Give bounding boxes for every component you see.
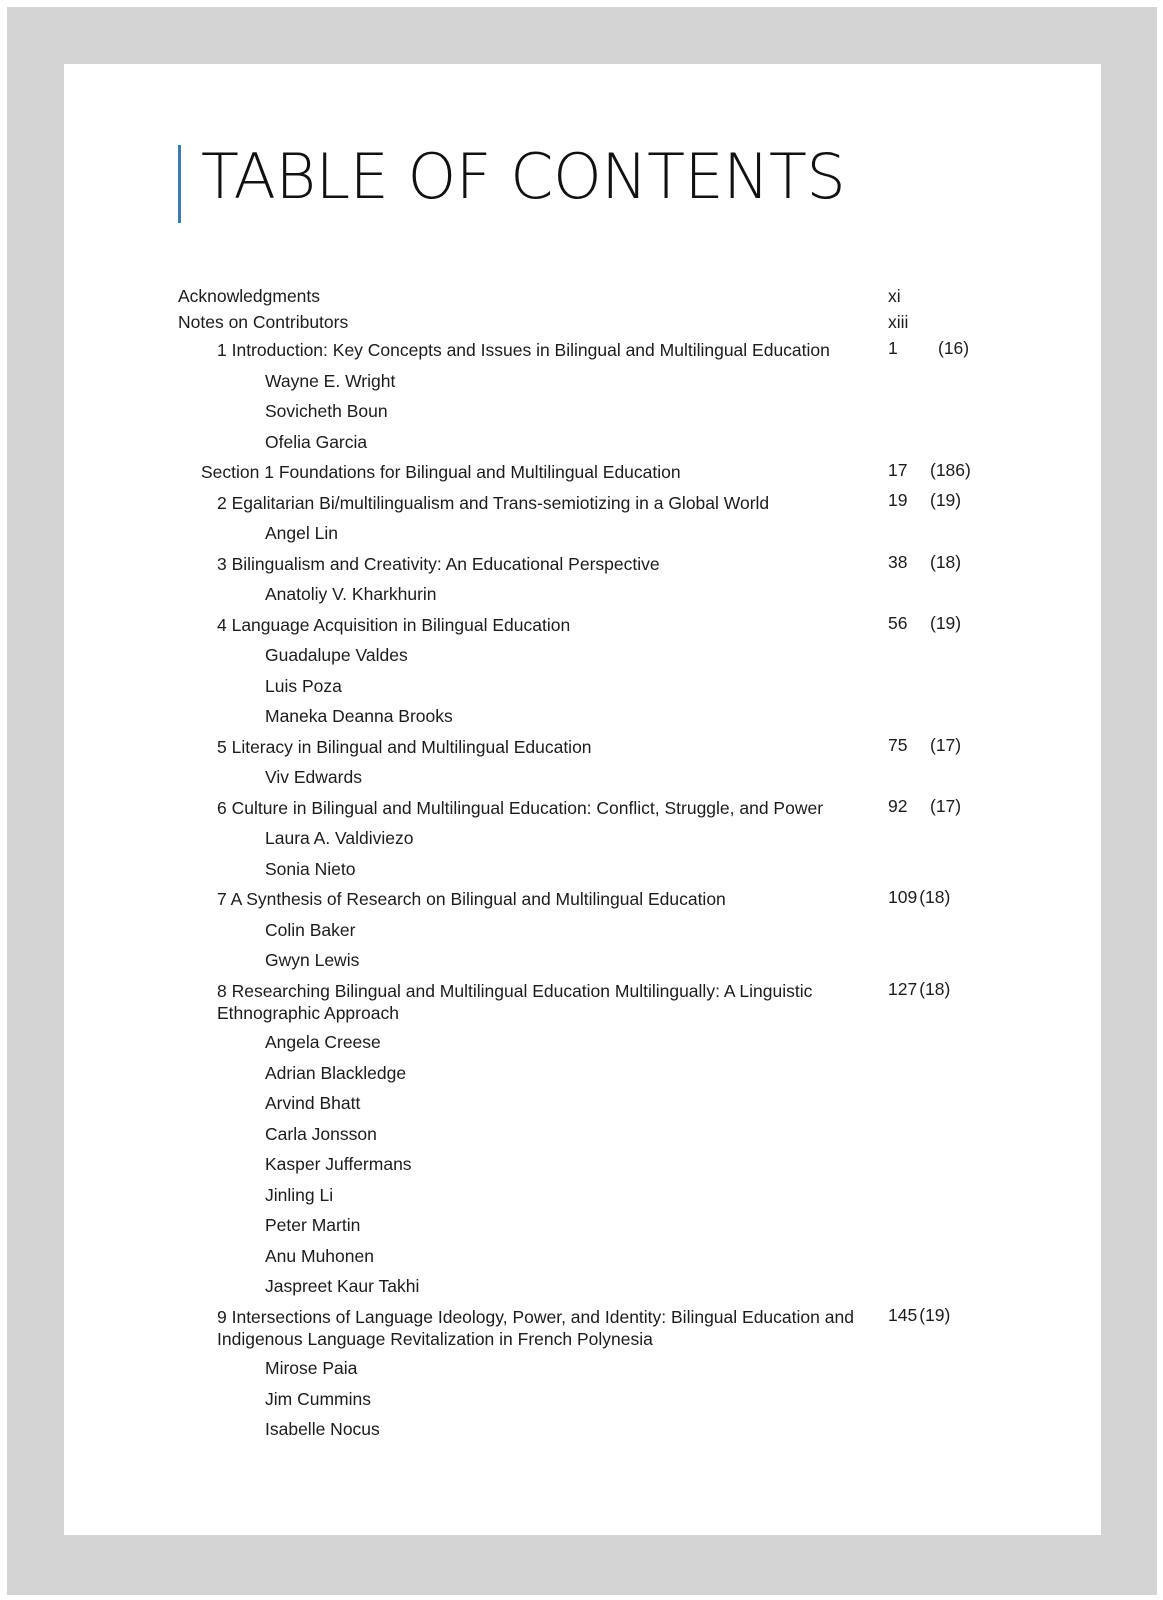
author-name: Guadalupe Valdes xyxy=(265,645,408,665)
title-accent-bar xyxy=(178,145,181,223)
toc-page-number xyxy=(888,459,978,481)
toc-entry-title: 6 Culture in Bilingual and Multilingual Education: Conflict, Struggle, and Power xyxy=(217,798,824,818)
toc-entry xyxy=(217,614,857,636)
start-page: xi xyxy=(888,286,901,306)
author-name: Laura A. Valdiviezo xyxy=(265,828,414,848)
author-name: Arvind Bhatt xyxy=(265,1093,361,1113)
toc-page-number xyxy=(888,978,978,1000)
start-page: 56 xyxy=(888,613,908,633)
toc-author xyxy=(265,522,865,544)
toc-author xyxy=(265,1214,865,1236)
toc-page-number xyxy=(888,612,978,634)
toc-page-number xyxy=(888,489,978,511)
page-count: (16) xyxy=(938,338,970,358)
start-page: 92 xyxy=(888,796,908,816)
author-name: Anatoliy V. Kharkhurin xyxy=(265,584,437,604)
toc-page-number xyxy=(888,551,978,573)
toc-entry-title: 1 Introduction: Key Concepts and Issues in Bilingual and Multilingual Education xyxy=(217,340,830,360)
author-name: Jaspreet Kaur Takhi xyxy=(265,1276,420,1296)
page-count: (19) xyxy=(919,1305,951,1325)
toc-page-number xyxy=(888,337,978,359)
author-name: Carla Jonsson xyxy=(265,1124,377,1144)
author-name: Viv Edwards xyxy=(265,767,362,787)
toc-author xyxy=(265,1062,865,1084)
author-name: Gwyn Lewis xyxy=(265,950,360,970)
toc-author xyxy=(265,431,865,453)
toc-author xyxy=(265,1123,865,1145)
author-name: Isabelle Nocus xyxy=(265,1419,380,1439)
toc-author xyxy=(265,583,865,605)
page-count: (18) xyxy=(930,552,962,572)
author-name: Kasper Juffermans xyxy=(265,1154,412,1174)
page-count: (18) xyxy=(919,887,951,907)
toc-author xyxy=(265,1388,865,1410)
toc-entry-title: 3 Bilingualism and Creativity: An Educational Perspective xyxy=(217,554,660,574)
author-name: Peter Martin xyxy=(265,1215,361,1235)
author-name: Sonia Nieto xyxy=(265,859,356,879)
author-name: Mirose Paia xyxy=(265,1358,358,1378)
author-name: Jim Cummins xyxy=(265,1389,371,1409)
author-name: Maneka Deanna Brooks xyxy=(265,706,453,726)
toc-page-number xyxy=(888,1304,978,1326)
toc-entry-title: 5 Literacy in Bilingual and Multilingual Education xyxy=(217,737,592,757)
toc-entry xyxy=(217,888,857,910)
toc-author xyxy=(265,1031,865,1053)
toc-entry-title: 8 Researching Bilingual and Multilingual Education Multilingually: A Linguistic Ethnographic Approach xyxy=(217,981,813,1023)
toc-entry xyxy=(217,736,857,758)
author-name: Jinling Li xyxy=(265,1185,334,1205)
page-count: (186) xyxy=(930,460,971,480)
author-name: Colin Baker xyxy=(265,920,356,940)
toc-entry-title: 9 Intersections of Language Ideology, Power, and Identity: Bilingual Education and Indigenous Language Revitalization in French Polynesia xyxy=(217,1307,854,1349)
start-page: 1 xyxy=(888,338,898,358)
start-page: 75 xyxy=(888,735,908,755)
start-page: 109 xyxy=(888,887,918,907)
toc-entry-title: Acknowledgments xyxy=(178,286,321,306)
author-name: Angel Lin xyxy=(265,523,338,543)
start-page: 19 xyxy=(888,490,908,510)
author-name: Wayne E. Wright xyxy=(265,371,396,391)
toc-page-number xyxy=(888,311,978,333)
toc-entry xyxy=(217,797,857,819)
start-page: 38 xyxy=(888,552,908,572)
toc-entry xyxy=(217,1306,857,1350)
toc-author xyxy=(265,919,865,941)
toc-author xyxy=(265,1357,865,1379)
start-page: 145 xyxy=(888,1305,918,1325)
page-count: (17) xyxy=(930,796,962,816)
toc-page-number xyxy=(888,886,978,908)
toc-entry-title: 7 A Synthesis of Research on Bilingual and Multilingual Education xyxy=(217,889,726,909)
page-count: (17) xyxy=(930,735,962,755)
toc-page-number xyxy=(888,734,978,756)
toc-entry-title: 2 Egalitarian Bi/multilingualism and Trans-semiotizing in a Global World xyxy=(217,493,770,513)
toc-entry xyxy=(178,285,868,307)
toc-entry xyxy=(178,311,868,333)
toc-author xyxy=(265,644,865,666)
toc-author xyxy=(265,705,865,727)
toc-page-number xyxy=(888,795,978,817)
author-name: Luis Poza xyxy=(265,676,342,696)
start-page: 127 xyxy=(888,979,918,999)
toc-author xyxy=(265,949,865,971)
toc-author xyxy=(265,1275,865,1297)
toc-author xyxy=(265,675,865,697)
page-title: TABLE OF CONTENTS xyxy=(201,140,846,213)
page-count: (19) xyxy=(930,613,962,633)
toc-page-number xyxy=(888,285,978,307)
start-page: xiii xyxy=(888,312,909,332)
toc-author xyxy=(265,370,865,392)
author-name: Ofelia Garcia xyxy=(265,432,368,452)
toc-entry xyxy=(217,553,857,575)
author-name: Anu Muhonen xyxy=(265,1246,374,1266)
toc-entry-title: Section 1 Foundations for Bilingual and Multilingual Education xyxy=(201,462,681,482)
toc-author xyxy=(265,827,865,849)
toc-author xyxy=(265,858,865,880)
author-name: Angela Creese xyxy=(265,1032,381,1052)
toc-author xyxy=(265,400,865,422)
page-count: (19) xyxy=(930,490,962,510)
toc-author xyxy=(265,1184,865,1206)
author-name: Adrian Blackledge xyxy=(265,1063,407,1083)
toc-entry-title: 4 Language Acquisition in Bilingual Education xyxy=(217,615,571,635)
toc-entry xyxy=(217,492,857,514)
toc-author xyxy=(265,1418,865,1440)
toc-author xyxy=(265,766,865,788)
toc-author xyxy=(265,1245,865,1267)
author-name: Sovicheth Boun xyxy=(265,401,388,421)
start-page: 17 xyxy=(888,460,908,480)
toc-entry xyxy=(217,339,857,361)
toc-author xyxy=(265,1092,865,1114)
toc-entry-title: Notes on Contributors xyxy=(178,312,349,332)
toc-entry xyxy=(217,980,817,1024)
page-count: (18) xyxy=(919,979,951,999)
toc-entry xyxy=(201,461,881,483)
toc-author xyxy=(265,1153,865,1175)
